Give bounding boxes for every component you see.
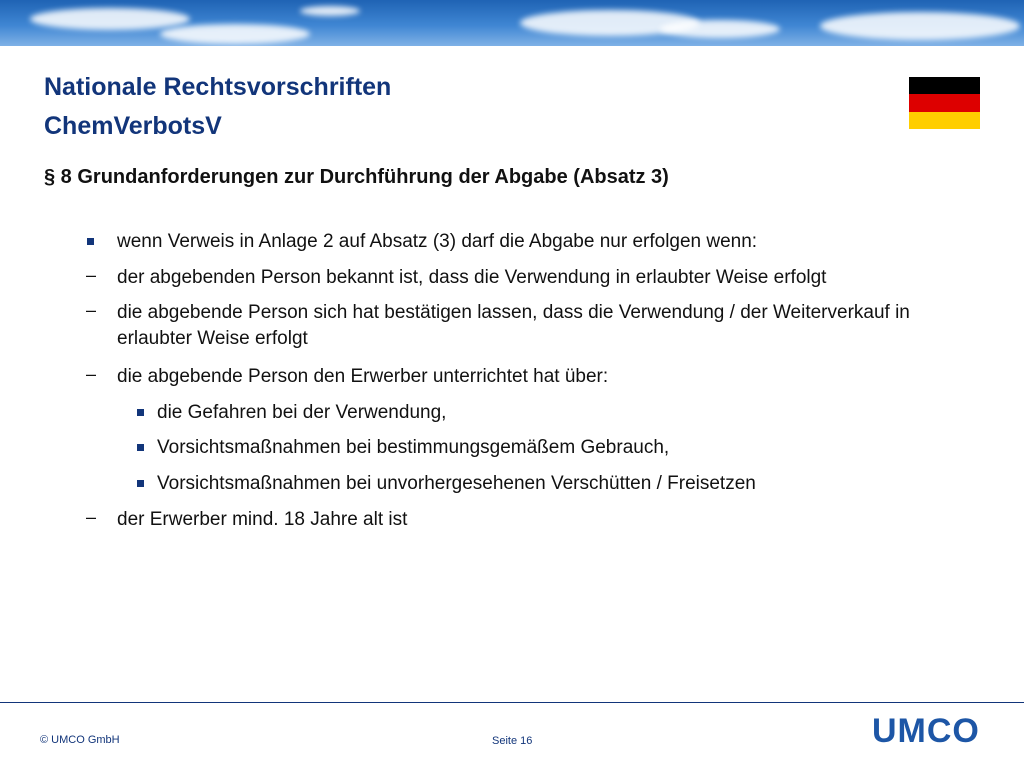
list-item: Vorsichtsmaßnahmen bei bestimmungsgemäßem Gebrauch, xyxy=(157,437,670,458)
dash-bullet-icon: – xyxy=(86,300,97,320)
dash-bullet-icon: – xyxy=(86,507,97,527)
slide-title: Nationale Rechtsvorschriften xyxy=(44,73,392,101)
copyright-notice: © UMCO GmbH xyxy=(40,734,120,746)
dash-bullet-icon: – xyxy=(86,265,97,285)
list-item: der Erwerber mind. 18 Jahre alt ist xyxy=(117,509,408,530)
list-item: der abgebenden Person bekannt ist, dass die Verwendung in erlaubter Weise erfolgt xyxy=(117,267,827,288)
german-flag-icon xyxy=(909,77,980,129)
dash-bullet-icon: – xyxy=(86,364,97,384)
square-bullet-icon xyxy=(87,238,94,245)
list-item: Vorsichtsmaßnahmen bei unvorhergesehenen Verschütten / Freisetzen xyxy=(157,473,756,494)
page-number: Seite 16 xyxy=(492,735,533,747)
list-item: die abgebende Person den Erwerber unterrichtet hat über: xyxy=(117,366,609,387)
list-item: die abgebende Person sich hat bestätigen lassen, dass die Verwendung / der Weiterverkauf in erlaubter Weise erfolgt xyxy=(117,302,910,349)
square-bullet-icon xyxy=(137,444,144,451)
header-sky-banner xyxy=(0,0,1024,46)
square-bullet-icon xyxy=(137,409,144,416)
footer-divider xyxy=(0,702,1024,703)
list-item: wenn Verweis in Anlage 2 auf Absatz (3) darf die Abgabe nur erfolgen wenn: xyxy=(117,231,758,252)
square-bullet-icon xyxy=(137,480,144,487)
list-item: die Gefahren bei der Verwendung, xyxy=(157,402,447,423)
section-heading: § 8 Grundanforderungen zur Durchführung der Abgabe (Absatz 3) xyxy=(44,166,669,188)
slide-subtitle: ChemVerbotsV xyxy=(44,112,222,140)
umco-logo: UMCO xyxy=(872,712,980,750)
